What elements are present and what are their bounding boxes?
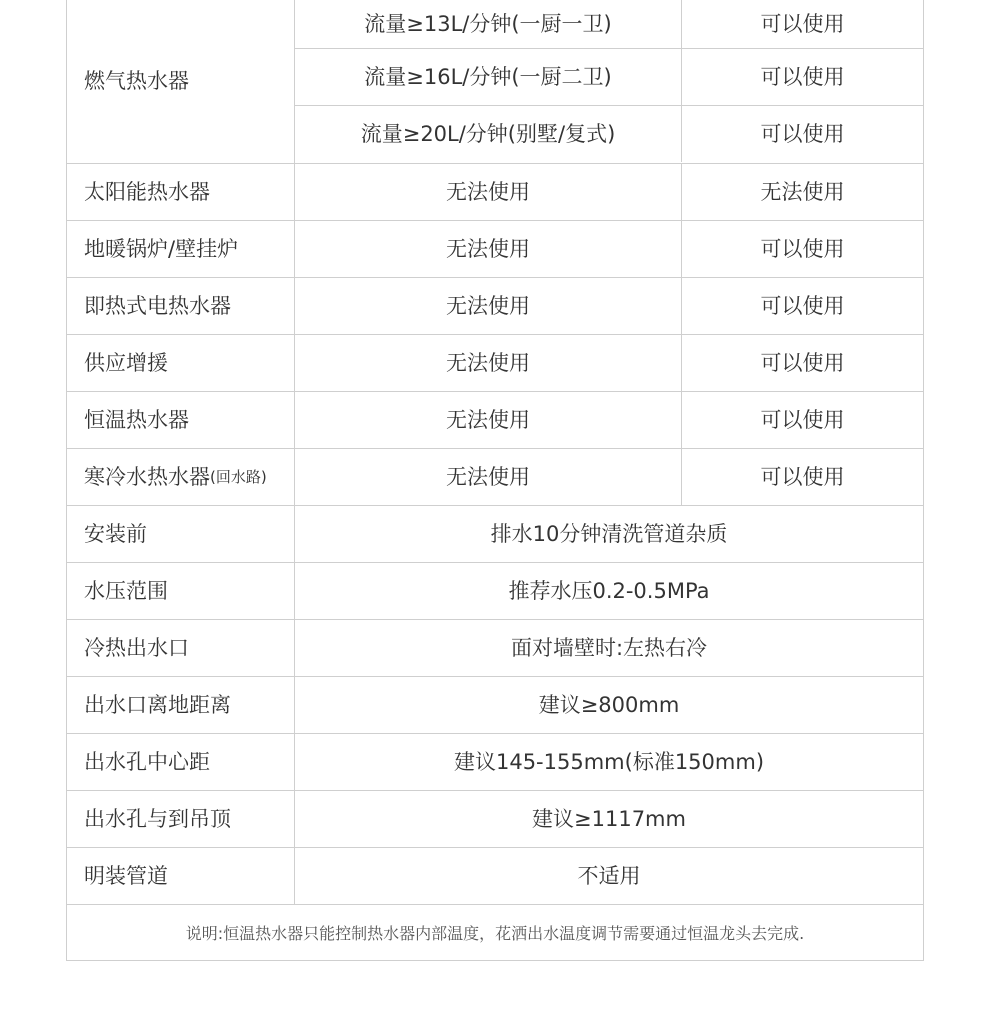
row-label: 燃气热水器 xyxy=(67,0,295,163)
spec-value: 面对墙壁时:左热右冷 xyxy=(510,635,708,660)
status-cell: 无法使用 xyxy=(295,221,682,277)
table-row xyxy=(67,448,923,505)
status-cell: 可以使用 xyxy=(760,293,845,318)
status-cell: 无法使用 xyxy=(295,164,682,220)
row-label: 出水孔与到吊顶 xyxy=(67,791,295,847)
spec-value: 不适用 xyxy=(577,863,641,888)
table-row xyxy=(67,676,923,733)
spec-value: 建议≥1117mm xyxy=(532,806,686,831)
status-cell: 无法使用 xyxy=(295,335,682,391)
row-label: 即热式电热水器 xyxy=(67,278,295,334)
row-label: 出水口离地距离 xyxy=(67,677,295,733)
gas-heater-subrows xyxy=(295,0,923,163)
row-label-note: (回水路) xyxy=(210,467,267,486)
row-label-text: 寒冷水热水器 xyxy=(84,464,210,489)
row-label: 安装前 xyxy=(67,506,295,562)
table-row xyxy=(67,790,923,847)
spec-value: 排水10分钟清洗管道杂质 xyxy=(490,521,728,546)
table-row xyxy=(67,562,923,619)
table-row xyxy=(67,220,923,277)
condition-cell: 流量≥20L/分钟(别墅/复式) xyxy=(295,106,682,162)
row-label: 供应增援 xyxy=(67,335,295,391)
status-cell: 可以使用 xyxy=(760,464,845,489)
condition-cell: 流量≥16L/分钟(一厨二卫) xyxy=(295,49,682,105)
row-label: 太阳能热水器 xyxy=(67,164,295,220)
compatibility-table xyxy=(66,0,924,961)
status-cell: 可以使用 xyxy=(760,64,845,89)
table-row xyxy=(67,277,923,334)
status-cell: 无法使用 xyxy=(295,449,682,505)
table-row xyxy=(295,105,923,162)
status-cell: 无法使用 xyxy=(760,179,845,204)
status-cell: 可以使用 xyxy=(760,11,845,36)
row-label xyxy=(67,449,295,505)
table-row xyxy=(295,0,923,48)
row-label: 冷热出水口 xyxy=(67,620,295,676)
status-cell: 可以使用 xyxy=(760,121,845,146)
table-row xyxy=(67,733,923,790)
status-cell: 可以使用 xyxy=(760,236,845,261)
row-label: 地暖锅炉/壁挂炉 xyxy=(67,221,295,277)
spec-value: 推荐水压0.2-0.5MPa xyxy=(508,578,710,603)
status-cell: 无法使用 xyxy=(295,392,682,448)
gas-heater-group xyxy=(67,0,923,163)
table-row xyxy=(295,48,923,105)
status-cell: 可以使用 xyxy=(760,350,845,375)
spec-value: 建议≥800mm xyxy=(538,692,680,717)
spec-value: 建议145-155mm(标准150mm) xyxy=(453,749,765,774)
status-cell: 无法使用 xyxy=(295,278,682,334)
table-row xyxy=(67,847,923,904)
status-cell: 可以使用 xyxy=(760,407,845,432)
row-label: 出水孔中心距 xyxy=(67,734,295,790)
table-row xyxy=(67,505,923,562)
row-label: 水压范围 xyxy=(67,563,295,619)
table-row xyxy=(67,334,923,391)
table-row xyxy=(67,619,923,676)
footnote: 说明:恒温热水器只能控制热水器内部温度，花洒出水温度调节需要通过恒温龙头去完成. xyxy=(67,904,923,960)
table-row xyxy=(67,391,923,448)
row-label: 明装管道 xyxy=(67,848,295,904)
table-row xyxy=(67,163,923,220)
row-label: 恒温热水器 xyxy=(67,392,295,448)
condition-cell: 流量≥13L/分钟(一厨一卫) xyxy=(295,0,682,48)
